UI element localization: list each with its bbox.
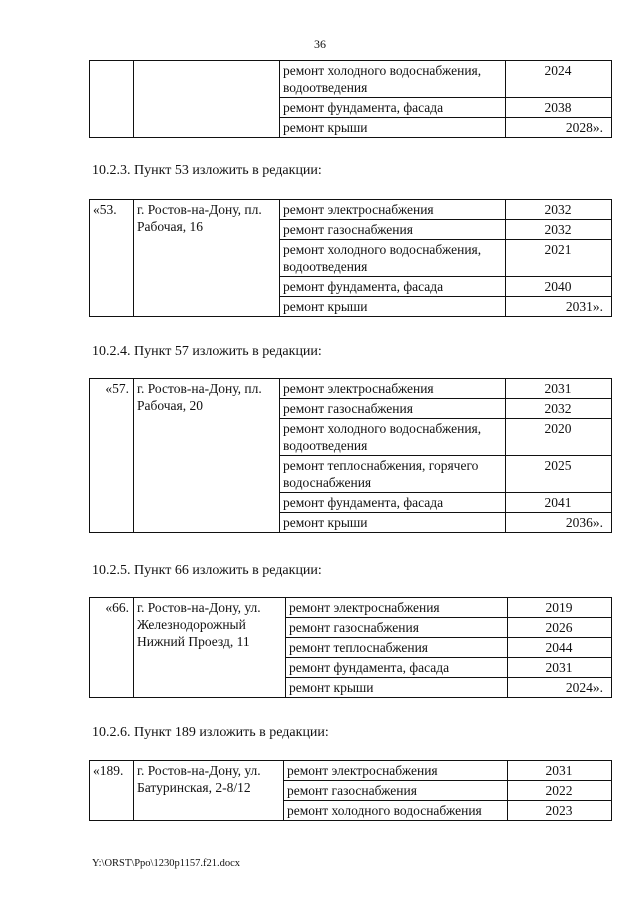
address-cell: г. Ростов-на-Дону, ул. Железнодорожный Нижний Проезд, 11 [134, 598, 286, 698]
section-heading: 10.2.6. Пункт 189 изложить в редакции: [92, 725, 329, 740]
work-cell: ремонт фундамента, фасада [280, 98, 506, 118]
year-cell: 2025 [506, 456, 612, 493]
work-cell: ремонт фундамента, фасада [280, 277, 506, 297]
year-cell: 2026 [508, 618, 612, 638]
work-cell: ремонт фундамента, фасада [280, 493, 506, 513]
work-cell: ремонт крыши [280, 118, 506, 138]
work-cell: ремонт холодного водоснабжения, водоотведения [280, 61, 506, 98]
year-cell: 2038 [506, 98, 612, 118]
item-53-table [89, 199, 612, 317]
work-cell: ремонт теплоснабжения, горячего водоснабжения [280, 456, 506, 493]
continuation-table [89, 60, 612, 138]
year-cell: 2024». [508, 678, 612, 698]
section-heading: 10.2.3. Пункт 53 изложить в редакции: [92, 163, 322, 178]
year-cell: 2032 [506, 220, 612, 240]
item-number-cell: «53. [90, 200, 134, 317]
year-cell: 2021 [506, 240, 612, 277]
year-cell: 2023 [508, 801, 612, 821]
year-cell: 2028». [506, 118, 612, 138]
year-cell: 2024 [506, 61, 612, 98]
item-189-table [89, 760, 612, 821]
table-row [90, 598, 612, 618]
year-cell: 2032 [506, 399, 612, 419]
work-cell: ремонт газоснабжения [280, 399, 506, 419]
item-66-table [89, 597, 612, 698]
work-cell: ремонт теплоснабжения [286, 638, 508, 658]
year-cell: 2031 [506, 379, 612, 399]
work-cell: ремонт электроснабжения [280, 200, 506, 220]
work-cell: ремонт крыши [280, 297, 506, 317]
table-row [90, 61, 612, 98]
year-cell: 2032 [506, 200, 612, 220]
work-cell: ремонт газоснабжения [286, 618, 508, 638]
year-cell: 2040 [506, 277, 612, 297]
work-cell: ремонт крыши [286, 678, 508, 698]
table-row [90, 761, 612, 781]
page-number: 36 [314, 37, 326, 51]
year-cell: 2036». [506, 513, 612, 533]
section-heading: 10.2.5. Пункт 66 изложить в редакции: [92, 563, 322, 578]
year-cell: 2031». [506, 297, 612, 317]
table-row [90, 379, 612, 399]
file-path-footer: Y:\ORST\Ppo\1230p1157.f21.docx [92, 858, 240, 869]
address-cell [134, 61, 280, 138]
work-cell: ремонт газоснабжения [284, 781, 508, 801]
work-cell: ремонт газоснабжения [280, 220, 506, 240]
item-number-cell: «66. [90, 598, 134, 698]
work-cell: ремонт крыши [280, 513, 506, 533]
item-number-cell: «57. [90, 379, 134, 533]
work-cell: ремонт электроснабжения [286, 598, 508, 618]
item-number-cell [90, 61, 134, 138]
work-cell: ремонт электроснабжения [280, 379, 506, 399]
year-cell: 2019 [508, 598, 612, 618]
work-cell: ремонт фундамента, фасада [286, 658, 508, 678]
work-cell: ремонт холодного водоснабжения, водоотведения [280, 240, 506, 277]
section-heading: 10.2.4. Пункт 57 изложить в редакции: [92, 344, 322, 359]
address-cell: г. Ростов-на-Дону, пл. Рабочая, 20 [134, 379, 280, 533]
work-cell: ремонт холодного водоснабжения [284, 801, 508, 821]
item-57-table [89, 378, 612, 533]
year-cell: 2022 [508, 781, 612, 801]
work-cell: ремонт электроснабжения [284, 761, 508, 781]
year-cell: 2031 [508, 658, 612, 678]
table-row [90, 200, 612, 220]
address-cell: г. Ростов-на-Дону, ул. Батуринская, 2-8/12 [134, 761, 284, 821]
year-cell: 2020 [506, 419, 612, 456]
year-cell: 2041 [506, 493, 612, 513]
item-number-cell: «189. [90, 761, 134, 821]
year-cell: 2031 [508, 761, 612, 781]
year-cell: 2044 [508, 638, 612, 658]
address-cell: г. Ростов-на-Дону, пл. Рабочая, 16 [134, 200, 280, 317]
work-cell: ремонт холодного водоснабжения, водоотведения [280, 419, 506, 456]
